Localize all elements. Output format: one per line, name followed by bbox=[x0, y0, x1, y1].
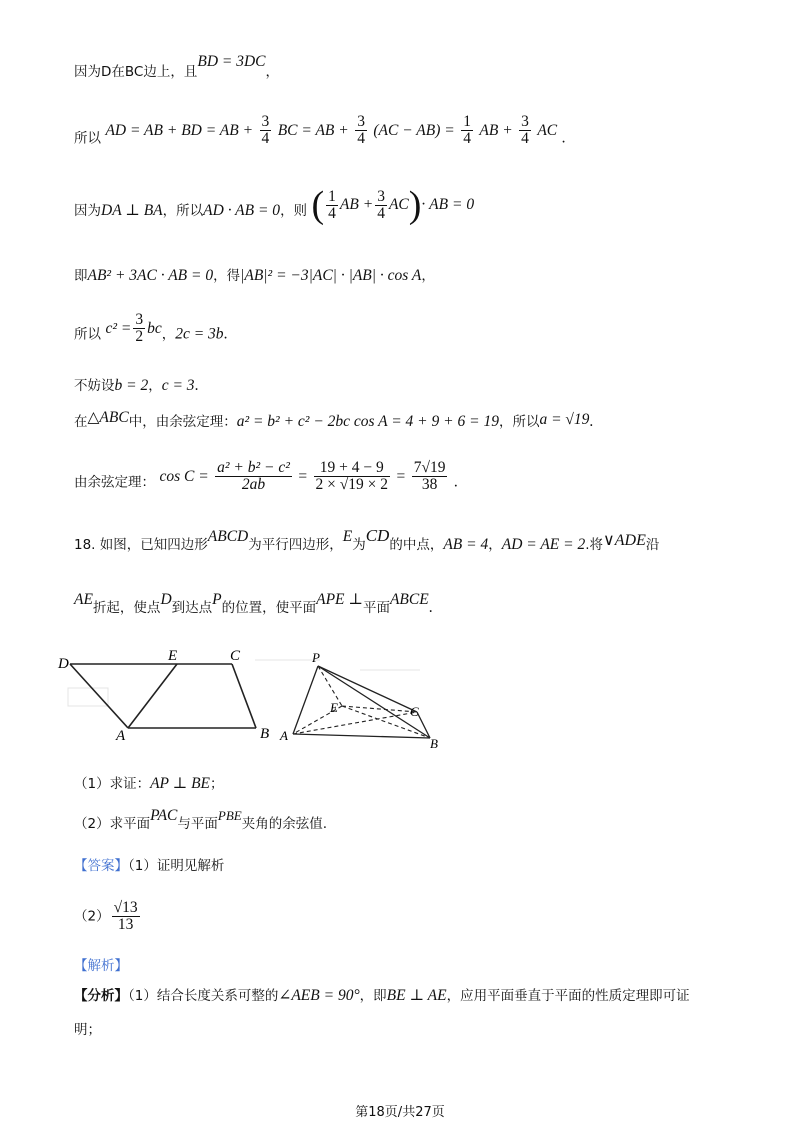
text: 为 bbox=[352, 537, 366, 553]
formula: AD = AE = 2 bbox=[501, 536, 586, 553]
analysis-line1 bbox=[74, 986, 690, 1006]
label-c: C bbox=[410, 704, 419, 719]
text: 的中点， bbox=[389, 537, 444, 553]
formula: a² = b² + c² − 2bc cos A = 4 + 9 + 6 = 19 bbox=[236, 413, 499, 430]
text: （1）证明见解析 bbox=[128, 858, 225, 874]
geometry-figures bbox=[60, 640, 460, 755]
fraction: $\frac{3}{4}$ bbox=[261, 113, 270, 147]
text: 即 bbox=[74, 268, 88, 284]
text: 不妨设 bbox=[74, 378, 115, 394]
text: 沿 bbox=[645, 537, 660, 553]
text: 因为 bbox=[74, 203, 101, 219]
formula: AC bbox=[388, 196, 409, 213]
formula: PAC bbox=[150, 807, 178, 824]
problem-18-line2 bbox=[74, 591, 433, 618]
text: 到达点 bbox=[171, 600, 213, 616]
punct: ， bbox=[148, 378, 162, 394]
formula: AB = 4 bbox=[443, 536, 489, 553]
label-d: D bbox=[58, 656, 69, 672]
text: 折起，使点 bbox=[92, 600, 161, 616]
punct: . bbox=[223, 325, 228, 343]
page-number: 第18页/共27页 bbox=[355, 1105, 445, 1120]
fraction: $\frac{7√19}{38}$ bbox=[413, 459, 446, 493]
text: 平面 bbox=[362, 600, 390, 616]
line-bd-3dc bbox=[74, 53, 280, 82]
punct: ， bbox=[265, 64, 280, 80]
formula: 2c = 3b bbox=[175, 325, 224, 343]
formula: PBE bbox=[217, 808, 242, 823]
punct: . bbox=[561, 129, 566, 147]
punct: . bbox=[453, 473, 458, 491]
line-c-squared bbox=[74, 311, 228, 351]
formula: ABCD bbox=[207, 528, 249, 545]
text: （2） bbox=[74, 908, 110, 925]
formula: AC bbox=[537, 121, 558, 139]
label-p: P bbox=[312, 650, 320, 665]
formula: BD = 3DC bbox=[197, 53, 266, 70]
formula: a = √19 bbox=[539, 411, 590, 428]
fraction: $\frac{3}{2}$ bbox=[135, 311, 144, 345]
formula: AB + bbox=[479, 121, 513, 139]
label-e: E bbox=[168, 648, 178, 664]
text: ， bbox=[488, 537, 502, 553]
fraction: $\frac{1}{4}$ bbox=[463, 113, 471, 147]
fraction: $\frac{3}{4}$ bbox=[521, 113, 529, 147]
text: （1）结合长度关系可整的 bbox=[128, 988, 279, 1004]
label-a: A bbox=[280, 728, 288, 743]
formula: AB + bbox=[339, 196, 374, 213]
text: 中，由余弦定理： bbox=[128, 414, 237, 430]
edge-ac bbox=[293, 712, 417, 734]
analysis-tag bbox=[74, 956, 128, 976]
text: 18. 如图，已知四边形 bbox=[74, 537, 208, 553]
fraction: $\frac{\text{a² + b² − c²}}{2ab}$ bbox=[217, 459, 290, 493]
formula: E bbox=[342, 528, 353, 545]
formula: = bbox=[396, 467, 406, 485]
label-b: B bbox=[260, 726, 270, 742]
fraction: $\frac{1}{4}$ bbox=[328, 187, 336, 222]
label-e: E bbox=[330, 700, 338, 715]
formula: DA ⊥ BA bbox=[101, 202, 163, 219]
text: 夹角的余弦值. bbox=[241, 816, 327, 832]
analysis-tag-text: 【解析】 bbox=[74, 958, 128, 974]
formula: P bbox=[212, 591, 222, 608]
line-cosine-c bbox=[74, 459, 458, 499]
formula: AB² + 3AC · AB = 0 bbox=[87, 267, 214, 284]
analysis-line2 bbox=[74, 1020, 101, 1040]
answer-line bbox=[74, 856, 224, 876]
formula: AD = AB + BD = AB + bbox=[105, 121, 254, 139]
text: 所以 bbox=[74, 326, 101, 343]
formula: BE ⊥ AE bbox=[386, 987, 447, 1004]
punct: ， bbox=[421, 268, 435, 284]
right-paren: ) bbox=[408, 184, 422, 226]
formula: ABCE bbox=[389, 591, 429, 608]
formula: ∠AEB = 90° bbox=[278, 987, 360, 1004]
formula: AP ⊥ BE bbox=[150, 775, 211, 792]
text: ，即 bbox=[359, 988, 387, 1004]
text: 与平面 bbox=[177, 816, 218, 832]
label-c: C bbox=[230, 648, 241, 664]
scan-artifacts bbox=[68, 660, 420, 706]
edge-ea bbox=[128, 664, 177, 728]
line-cosine-law-a bbox=[74, 409, 594, 432]
fraction: $\frac{√13}{13}$ bbox=[113, 899, 138, 933]
left-paren: ( bbox=[311, 184, 325, 226]
formula: c² = bbox=[105, 319, 132, 337]
text: ，所以 bbox=[498, 414, 540, 430]
formula: (AC − AB) = bbox=[373, 121, 455, 139]
formula: c = 3 bbox=[161, 377, 195, 394]
formula: |AB|² = −3|AC| · |AB| · cos A bbox=[240, 267, 422, 284]
line-dot-product bbox=[74, 266, 435, 286]
formula: bc bbox=[147, 319, 162, 337]
text: ，得 bbox=[213, 268, 241, 284]
edge-cb bbox=[232, 664, 256, 728]
parallelogram-figure bbox=[70, 664, 256, 728]
punct: ， bbox=[161, 326, 176, 343]
question-2 bbox=[74, 807, 327, 834]
formula: BC = AB + bbox=[277, 121, 349, 139]
label-a: A bbox=[116, 728, 126, 744]
text: 因为D在BC边上，且 bbox=[74, 64, 198, 80]
formula: = bbox=[298, 467, 308, 485]
edge-ab bbox=[293, 734, 430, 738]
formula: b = 2 bbox=[114, 377, 149, 394]
formula: △ABC bbox=[87, 409, 129, 426]
text: 由余弦定理： bbox=[74, 474, 155, 491]
formula: APE ⊥ bbox=[316, 591, 363, 608]
edge-pa bbox=[293, 666, 318, 734]
formula: CD bbox=[365, 526, 390, 545]
answer-tag: 【答案】 bbox=[74, 858, 128, 874]
answer-part2 bbox=[74, 900, 142, 933]
formula: ∨ADE bbox=[603, 532, 646, 549]
text: 所以 bbox=[74, 130, 101, 147]
line-perpendicular bbox=[74, 184, 475, 230]
formula: AD · AB = 0 bbox=[203, 202, 281, 219]
text: 明； bbox=[74, 1022, 101, 1038]
text: ，应用平面垂直于平面的性质定理即可证 bbox=[446, 988, 690, 1004]
text: 的位置，使平面 bbox=[221, 600, 317, 616]
text: （1）求证： bbox=[74, 776, 151, 792]
text: .将 bbox=[585, 537, 604, 553]
problem-18-line1 bbox=[74, 526, 660, 555]
text: 在 bbox=[74, 414, 88, 430]
punct: ； bbox=[210, 776, 224, 792]
punct: . bbox=[428, 599, 433, 616]
text: ，则 bbox=[280, 203, 308, 219]
formula: D bbox=[160, 591, 172, 608]
fraction: $\frac{3}{4}$ bbox=[377, 187, 385, 222]
formula: cos C = bbox=[159, 467, 209, 485]
line-ad-expansion bbox=[74, 113, 566, 155]
pyramid-figure bbox=[293, 666, 430, 738]
text: 为平行四边形， bbox=[248, 537, 343, 553]
formula: AE bbox=[74, 591, 93, 608]
label-b: B bbox=[430, 736, 438, 751]
fraction: $\frac{19 + 4 - 9}{2 \times √19 \times 2}$ bbox=[315, 459, 389, 493]
fenxi-tag: 【分析】 bbox=[74, 988, 128, 1004]
punct: . bbox=[589, 413, 594, 430]
fraction: $\frac{3}{4}$ bbox=[357, 113, 365, 147]
edge-da bbox=[70, 664, 128, 728]
punct: . bbox=[194, 377, 199, 394]
formula: · AB = 0 bbox=[421, 196, 475, 213]
question-1 bbox=[74, 774, 224, 794]
text: ，所以 bbox=[162, 203, 204, 219]
text: （2）求平面 bbox=[74, 816, 151, 832]
line-assume bbox=[74, 376, 198, 396]
